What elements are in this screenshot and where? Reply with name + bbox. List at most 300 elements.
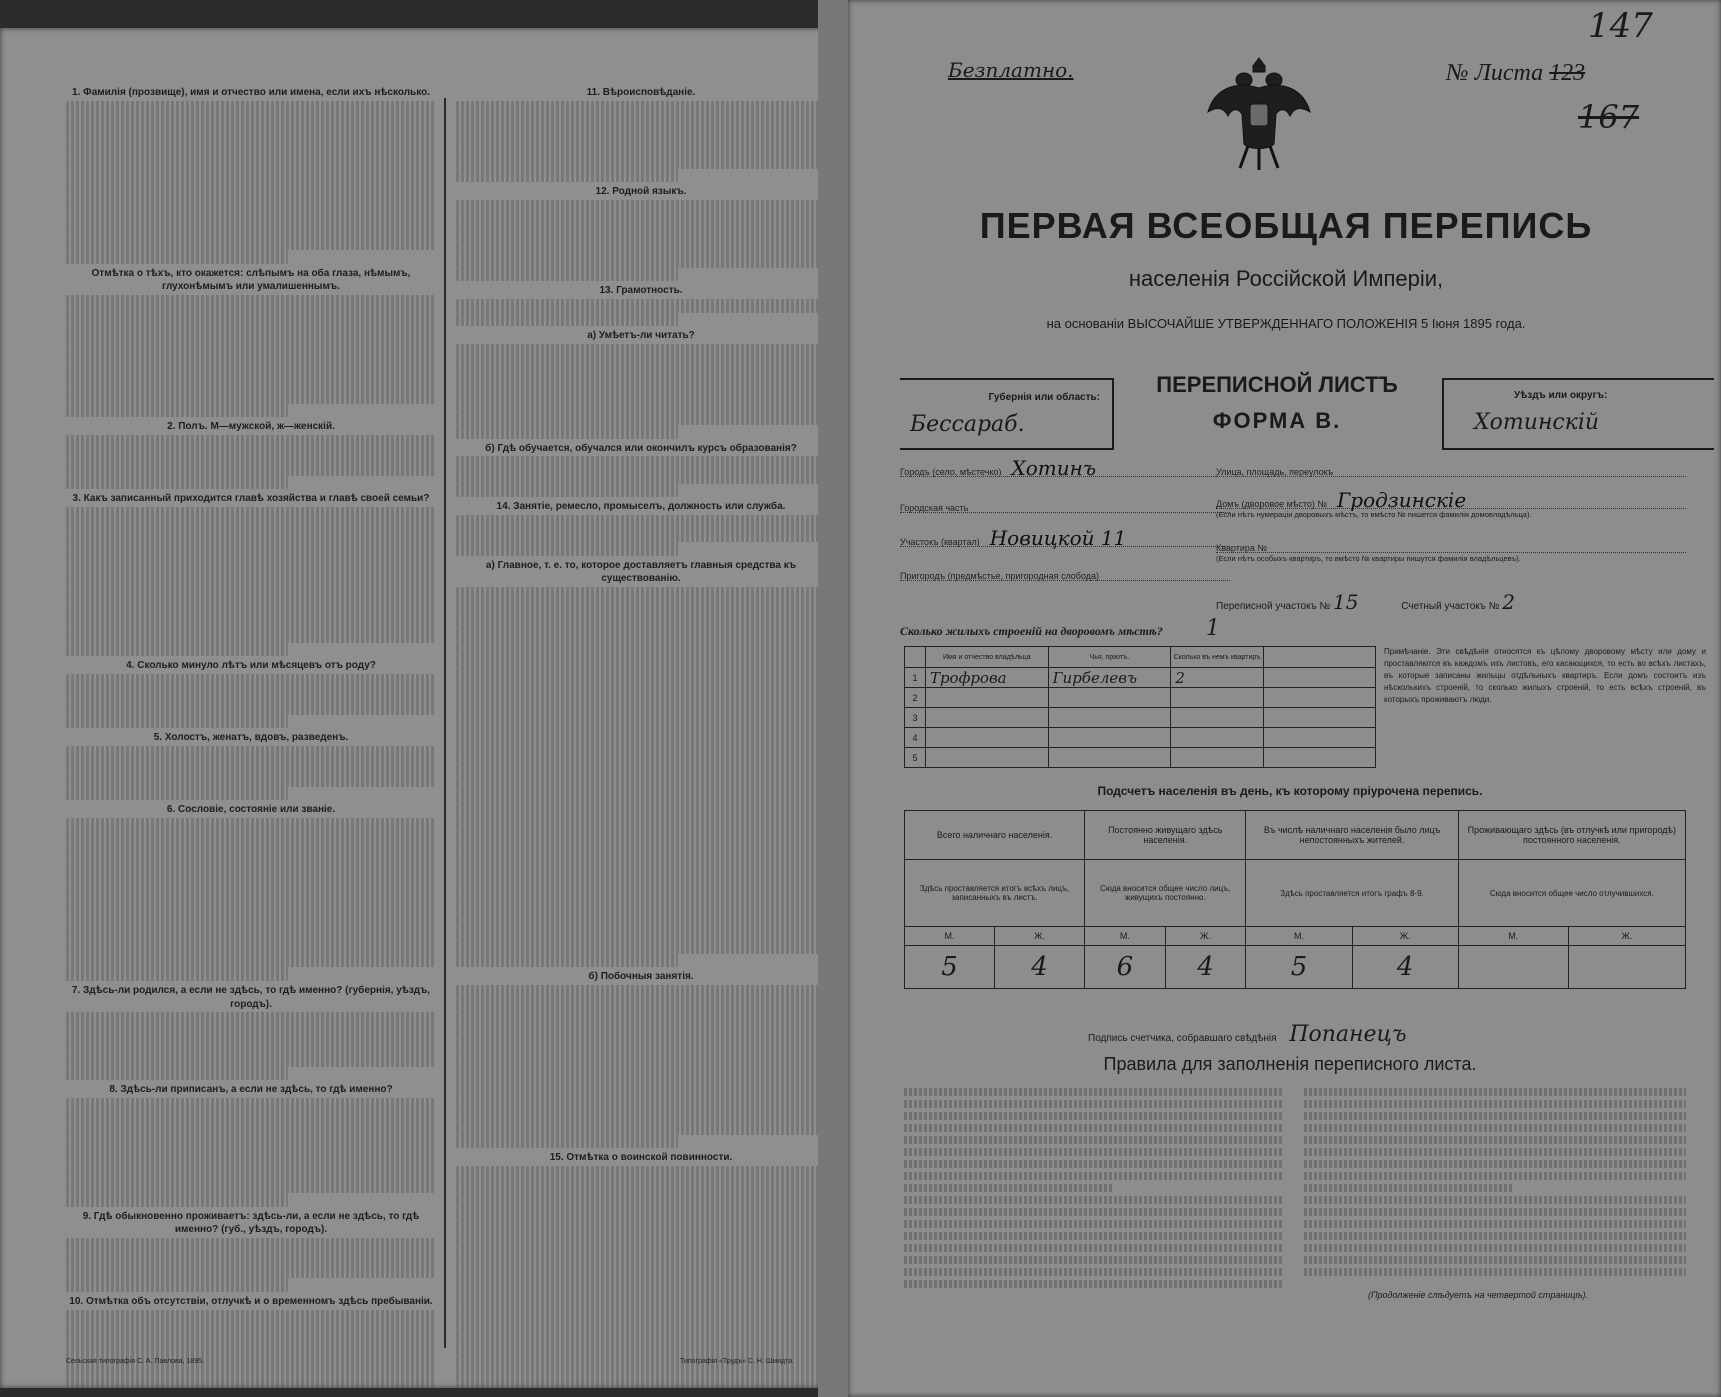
- fine-print-line: [456, 470, 826, 484]
- rules-fine-print-line: [904, 1124, 1284, 1132]
- fine-print-line: [66, 295, 436, 309]
- fine-print-line: [456, 200, 826, 214]
- fine-print-line: [456, 831, 826, 845]
- fine-print-line: [66, 1278, 288, 1292]
- fine-print-line: [66, 114, 436, 128]
- buildings-cell: [1171, 688, 1263, 708]
- fine-print-line: [66, 1111, 436, 1125]
- buildings-cell: 2: [1171, 668, 1263, 688]
- form-title: ПЕРЕПИСНОЙ ЛИСТЪ: [1156, 372, 1398, 397]
- fine-print-line: [456, 1383, 826, 1388]
- rules-fine-print-line: [904, 1172, 1284, 1180]
- fine-print-line: [66, 688, 436, 702]
- fine-print-line: [66, 435, 436, 449]
- buildings-cell: [1263, 708, 1375, 728]
- fine-print-line: [66, 182, 436, 196]
- fine-print-line: [66, 1378, 436, 1388]
- count-value: 4: [995, 946, 1085, 989]
- rules-fine-print-line: [904, 1268, 1284, 1276]
- count-value: [1568, 946, 1685, 989]
- fine-print-line: [66, 349, 436, 363]
- instructions-column-1: [66, 83, 436, 1388]
- suburb-label: Пригородъ (предмѣстье, пригородная слобода): [900, 571, 1100, 581]
- buildings-cell: Гирбелевъ: [1048, 668, 1171, 688]
- fine-print-line: [456, 899, 826, 913]
- fine-print-line: [456, 484, 678, 498]
- column-divider: [444, 98, 446, 1348]
- fine-print-line: [66, 760, 436, 774]
- fine-print-line: [456, 1107, 826, 1121]
- fine-print-line: [456, 1329, 826, 1343]
- fine-print-line: [456, 859, 826, 873]
- fine-print-line: [456, 515, 826, 529]
- census-subtitle: населенія Россійской Имперіи,: [1128, 266, 1444, 291]
- fine-print-line: [456, 1121, 826, 1135]
- fine-print-line: [456, 1012, 826, 1026]
- fine-print-line: [66, 715, 288, 729]
- fine-print-line: [456, 344, 826, 358]
- fine-print-line: [456, 456, 826, 470]
- rules-fine-print-line: [904, 1088, 1284, 1096]
- rules-fine-print-line: [1304, 1124, 1686, 1132]
- rules-fine-print-line: [1304, 1100, 1686, 1108]
- fine-print-line: [66, 773, 436, 787]
- fine-print-line: [456, 1207, 826, 1221]
- fine-print-line: [66, 561, 436, 575]
- rules-fine-print-line: [1304, 1208, 1686, 1216]
- col1-section-title: 4. Сколько минуло лѣтъ или мѣсяцевъ отъ роду?: [126, 660, 376, 672]
- col2-section-title: а) Главное, т. е. то, которое доставляетъ главныя средства къ существованію.: [485, 559, 797, 585]
- sex-label: Ж.: [1165, 927, 1246, 946]
- count-value: [1458, 946, 1568, 989]
- fine-print-line: [66, 1026, 436, 1040]
- province-label: Губернія или область:: [988, 392, 1100, 403]
- fine-print-line: [66, 1152, 436, 1166]
- buildings-cell: Трофрова: [925, 668, 1048, 688]
- rules-fine-print-line: [1304, 1244, 1686, 1252]
- town-label: Городъ (село, мѣстечко): [900, 467, 1002, 477]
- sex-label: М.: [1246, 927, 1352, 946]
- fine-print-line: [456, 155, 826, 169]
- census-district: [1216, 590, 1515, 614]
- city-part-label: Городская часть: [900, 503, 969, 513]
- town-value: Хотинъ: [1011, 456, 1097, 480]
- printer-imprint: Сельская типографія С. А. Павлова, 1895.: [66, 1358, 204, 1365]
- fine-print-line: [456, 1179, 826, 1193]
- fine-print-line: [66, 588, 436, 602]
- rules-fine-print-line: [1304, 1184, 1514, 1192]
- fine-print-line: [456, 254, 826, 268]
- buildings-table-header: [905, 647, 1376, 668]
- fine-print-line: [456, 528, 826, 542]
- legal-basis: на основаніи ВЫСОЧАЙШЕ УТВЕРЖДЕННАГО ПОЛОЖЕНІЯ 5 Іюня 1895 года.: [1046, 316, 1526, 331]
- suburb-field: [900, 560, 1230, 581]
- signature-label: Подпись счетчика, собравшаго свѣдѣнія: [1088, 1033, 1277, 1044]
- buildings-cell: [925, 688, 1048, 708]
- rules-fine-print-line: [1304, 1220, 1686, 1228]
- buildings-header-cell: [1263, 647, 1375, 668]
- col2-section-title: б) Побочныя занятія.: [588, 971, 694, 983]
- fine-print-line: [456, 764, 826, 778]
- buildings-cell: [1048, 748, 1171, 768]
- fine-print-line: [456, 641, 826, 655]
- fine-print-line: [66, 1323, 436, 1337]
- province-box: [900, 378, 1114, 450]
- fine-print-line: [66, 674, 436, 688]
- count-column-header: Въ числѣ наличнаго населенія было лицъ непостоянныхъ жителей.: [1246, 811, 1458, 860]
- buildings-cell: [1263, 748, 1375, 768]
- fine-print-line: [66, 1238, 436, 1252]
- fine-print-line: [456, 1039, 826, 1053]
- fine-print-line: [66, 818, 436, 832]
- buildings-cell: 5: [905, 748, 926, 768]
- count-column-header: Всего наличнаго населенія.: [905, 811, 1085, 860]
- col1-section-title: Отмѣтка о тѣхъ, кто окажется: слѣпымъ на оба глаза, нѣмымъ, глухонѣмымъ или умалишеннымъ.: [91, 267, 411, 293]
- fine-print-line: [66, 376, 436, 390]
- fine-print-line: [456, 954, 678, 968]
- fine-print-line: [456, 940, 826, 954]
- col2-section-title: 11. Вѣроисповѣданіе.: [586, 87, 696, 98]
- fine-print-line: [456, 845, 826, 859]
- fine-print-line: [456, 1220, 826, 1234]
- precinct-value: Новицкой 11: [989, 526, 1127, 550]
- house-field: [1216, 488, 1686, 512]
- count-column-header: Постоянно живущаго здѣсь населенія.: [1085, 811, 1246, 860]
- fine-print-line: [456, 999, 826, 1013]
- fine-print-line: [456, 398, 826, 412]
- fine-print-line: [66, 196, 436, 210]
- fine-print-line: [456, 141, 826, 155]
- rules-fine-print-line: [1304, 1256, 1686, 1264]
- count-column-description: Сюда вносится общее число отлучившихся.: [1458, 860, 1685, 927]
- fine-print-line: [66, 1166, 436, 1180]
- fine-print-line: [66, 101, 436, 115]
- count-header-row: [905, 811, 1686, 860]
- buildings-table-body: [905, 668, 1376, 768]
- sex-label: М.: [1458, 927, 1568, 946]
- sex-label: М.: [1085, 927, 1166, 946]
- rules-fine-print-line: [904, 1232, 1284, 1240]
- fine-print-line: [456, 777, 826, 791]
- rules-fine-print-line: [1304, 1148, 1686, 1156]
- buildings-header-cell: Сколько въ немъ квартиръ: [1171, 647, 1263, 668]
- fine-print-line: [456, 169, 678, 183]
- fine-print-line: [66, 831, 436, 845]
- fine-print-line: [456, 600, 826, 614]
- buildings-row: [905, 728, 1376, 748]
- signature-value: Попанецъ: [1289, 1022, 1407, 1047]
- fine-print-line: [66, 1179, 436, 1193]
- fine-print-line: [456, 371, 826, 385]
- house-label: Домъ (дворовое мѣсто) №: [1216, 499, 1328, 509]
- fine-print-line: [456, 682, 826, 696]
- col1-section-title: 3. Какъ записанный приходится главѣ хозяйства и главѣ своей семьи?: [72, 493, 430, 505]
- buildings-header-cell: Чья, пріютъ.: [1048, 647, 1171, 668]
- col1-section-title: 9. Гдѣ обыкновенно проживаетъ: здѣсь-ли, а если не здѣсь, то гдѣ именно? (губ., уѣздъ, городъ).: [82, 1210, 420, 1236]
- count-sex-row: [905, 927, 1686, 946]
- street-field: [1216, 456, 1686, 477]
- buildings-label: Сколько жилыхъ строеній на дворовомъ мѣстѣ?: [900, 624, 1163, 638]
- rules-fine-print-line: [904, 1208, 1284, 1216]
- fine-print-line: [66, 322, 436, 336]
- buildings-cell: 2: [905, 688, 926, 708]
- fine-print-line: [66, 141, 436, 155]
- rules-fine-print-line: [904, 1148, 1284, 1156]
- census-form-page: [848, 0, 1721, 1397]
- fine-print-line: [456, 425, 678, 439]
- census-title: ПЕРВАЯ ВСЕОБЩАЯ ПЕРЕПИСЬ: [979, 205, 1593, 246]
- rules-fine-print-line: [1304, 1088, 1686, 1096]
- form-letter: ФОРМА В.: [1212, 408, 1342, 433]
- rules-fine-print-line: [904, 1112, 1284, 1120]
- fine-print-line: [456, 1080, 826, 1094]
- fine-print-line: [66, 404, 288, 418]
- fine-print-line: [456, 1274, 826, 1288]
- population-count-title: Подсчетъ населенія въ день, къ которому пріурочена перепись.: [1097, 784, 1483, 798]
- count-column-description: Здѣсь проставляется итогъ графъ 8-9.: [1246, 860, 1458, 927]
- col2-section-title: 15. Отмѣтка о воинской повинности.: [549, 1152, 733, 1164]
- fine-print-line: [456, 542, 678, 556]
- fine-print-line: [66, 237, 436, 251]
- left-page: [0, 28, 840, 1388]
- fine-print-line: [66, 128, 436, 142]
- fine-print-line: [66, 899, 436, 913]
- rules-fine-print-line: [1304, 1172, 1686, 1180]
- col1-section-title: 6. Сословіе, состояніе или званіе.: [166, 804, 336, 816]
- fine-print-line: [456, 696, 826, 710]
- fine-print-line: [66, 1251, 436, 1265]
- count-value: 4: [1352, 946, 1458, 989]
- fine-print-line: [456, 750, 826, 764]
- fine-print-line: [456, 1288, 826, 1302]
- count-value: 4: [1165, 946, 1246, 989]
- fine-print-line: [456, 913, 826, 927]
- rules-fine-print-line: [904, 1280, 1284, 1288]
- instructions-column-2: [456, 83, 826, 1388]
- rules-fine-print-line: [1304, 1268, 1686, 1276]
- rules-fine-print-line: [904, 1136, 1284, 1144]
- fine-print-line: [456, 227, 826, 241]
- rules-fine-print-line: [1304, 1136, 1686, 1144]
- buildings-question: [900, 616, 1220, 641]
- col2-section-title: 12. Родной языкъ.: [595, 186, 687, 198]
- flat-label: Квартира №: [1216, 543, 1268, 553]
- fine-print-line: [456, 614, 826, 628]
- buildings-table: [904, 646, 1376, 768]
- fine-print-line: [456, 1302, 826, 1316]
- city-part-field: [900, 492, 1230, 513]
- fine-print-line: [66, 448, 436, 462]
- signature-line: [1088, 1022, 1407, 1047]
- census-district-value: 15: [1333, 590, 1359, 614]
- fine-print-line: [66, 1364, 436, 1378]
- fine-print-line: [456, 412, 826, 426]
- fine-print-line: [66, 643, 288, 657]
- rules-fine-print-line: [1304, 1232, 1686, 1240]
- col2-section-title: 13. Грамотность.: [599, 285, 683, 297]
- fine-print-line: [456, 818, 826, 832]
- col1-section-title: 7. Здѣсь-ли родился, а если не здѣсь, то гдѣ именно? (губернія, уѣздъ, городъ).: [71, 985, 431, 1010]
- fine-print-line: [456, 791, 826, 805]
- fine-print-line: [456, 985, 826, 999]
- flat-note: (Если нѣтъ особыхъ квартиръ, то вмѣсто № квартиры пишутся фамилія владѣльцевъ).: [1216, 554, 1521, 563]
- flat-field: [1216, 532, 1686, 553]
- count-column-description: Здѣсь проставляется итогъ всѣхъ лицъ, записанныхъ въ листъ.: [905, 860, 1085, 927]
- rules-fine-print-line: [1304, 1196, 1686, 1204]
- rules-fine-print-line: [904, 1256, 1284, 1264]
- sex-label: Ж.: [995, 927, 1085, 946]
- fine-print-line: [456, 1261, 826, 1275]
- fine-print-line: [456, 313, 678, 327]
- precinct-field: [900, 526, 1230, 550]
- fine-print-line: [66, 1337, 436, 1351]
- fine-print-line: [456, 872, 826, 886]
- fine-print-line: [66, 913, 436, 927]
- fine-print-line: [456, 241, 826, 255]
- house-note: (Если нѣтъ нумераціи дворовыхъ мѣстъ, то вмѣсто № пишется фамилія домовладѣльца).: [1216, 510, 1532, 519]
- fine-print-line: [66, 845, 436, 859]
- col1-section-title: 5. Холостъ, женатъ, вдовъ, разведенъ.: [153, 732, 349, 744]
- sex-label: Ж.: [1352, 927, 1458, 946]
- fine-print-line: [66, 169, 436, 183]
- fine-print-line: [456, 1053, 826, 1067]
- fine-print-line: [456, 723, 826, 737]
- house-value: Гродзинскіе: [1337, 488, 1467, 512]
- printer-imprint-right: Типографія «Трудъ» С. Н. Шмидта.: [680, 1358, 795, 1365]
- sheet-number: [1446, 60, 1585, 87]
- fine-print-line: [456, 299, 826, 313]
- sex-label: Ж.: [1568, 927, 1685, 946]
- fine-print-line: [66, 1039, 436, 1053]
- buildings-cell: 3: [905, 708, 926, 728]
- street-label: Улица, площадь, переулокъ: [1216, 467, 1334, 477]
- buildings-cell: [925, 708, 1048, 728]
- buildings-row: [905, 708, 1376, 728]
- buildings-cell: 4: [905, 728, 926, 748]
- sex-label: М.: [905, 927, 995, 946]
- town-field: [900, 456, 1230, 480]
- fine-print-line: [456, 213, 826, 227]
- buildings-header-cell: [905, 647, 926, 668]
- fine-print-line: [456, 1067, 826, 1081]
- district-label: Уѣздъ или округъ:: [1514, 390, 1608, 401]
- rules-fine-print-line: [904, 1160, 1284, 1168]
- rules-fine-print-line: [904, 1244, 1284, 1252]
- fine-print-line: [66, 1310, 436, 1324]
- sheet-number-label: № Листа: [1446, 60, 1544, 86]
- fine-print-line: [66, 309, 436, 323]
- fine-print-line: [66, 1139, 436, 1153]
- buildings-cell: [1048, 708, 1171, 728]
- fine-print-line: [456, 384, 826, 398]
- fine-print-line: [66, 476, 288, 490]
- count-value: 5: [905, 946, 995, 989]
- fine-print-line: [66, 155, 436, 169]
- fine-print-line: [456, 101, 826, 115]
- province-value: Бессараб.: [910, 412, 1025, 437]
- fine-print-line: [66, 548, 436, 562]
- count-column-header: Проживающаго здѣсь (въ отлучкѣ или пригородѣ) постоянного населенія.: [1458, 811, 1685, 860]
- fine-print-line: [456, 886, 826, 900]
- fine-print-line: [66, 575, 436, 589]
- buildings-header-cell: Имя и отчество владѣльца: [925, 647, 1048, 668]
- fine-print-line: [456, 114, 826, 128]
- count-values-row: [905, 946, 1686, 989]
- fine-print-line: [66, 363, 436, 377]
- fine-print-line: [66, 927, 436, 941]
- buildings-value: 1: [1205, 616, 1220, 641]
- fine-print-line: [456, 736, 826, 750]
- district-box: [1442, 378, 1714, 450]
- count-column-description: Сюда вносится общее число лицъ, живущихъ постоянно.: [1085, 860, 1246, 927]
- fine-print-line: [66, 390, 436, 404]
- fine-print-line: [66, 1098, 436, 1112]
- archive-number-crossed: 167: [1578, 98, 1640, 136]
- fine-print-line: [456, 628, 826, 642]
- count-value: 5: [1246, 946, 1352, 989]
- fine-print-line: [456, 927, 826, 941]
- rules-fine-print-line: [904, 1184, 1113, 1192]
- census-district-label: Переписной участокъ №: [1216, 601, 1331, 612]
- fine-print-line: [66, 629, 436, 643]
- population-count-table: [904, 810, 1686, 989]
- count-value: 6: [1085, 946, 1166, 989]
- fine-print-line: [456, 1166, 826, 1180]
- fine-print-line: [456, 1135, 678, 1149]
- fine-print-line: [66, 462, 436, 476]
- col1-section-title: 10. Отмѣтка объ отсутствіи, отлучкѣ и о временномъ здѣсь пребываніи.: [69, 1296, 433, 1308]
- buildings-note: Примѣчаніе. Эти свѣдѣнія относятся къ цѣлому дворовому мѣсту или дому и проставляются въ каждомъ изъ листовъ, его касающихся, то есть во всѣхъ листахъ, въ которые записаны жильцы отдѣльныхъ квартиръ. Если домъ состоитъ изъ нѣсколькихъ строеній, то сколько жилыхъ строеній, то есть всѣхъ строеній, въ которыхъ проживаютъ люди.: [1384, 647, 1706, 704]
- fine-print-line: [66, 872, 436, 886]
- fine-print-line: [66, 787, 288, 801]
- fine-print-line: [66, 967, 288, 981]
- district-value: Хотинскій: [1474, 410, 1600, 435]
- fine-print-line: [66, 886, 436, 900]
- buildings-row: [905, 748, 1376, 768]
- fine-print-line: [456, 1370, 826, 1384]
- counter-district-value: 2: [1502, 590, 1515, 614]
- rules-column-2: [1304, 1088, 1686, 1288]
- buildings-cell: [1171, 748, 1263, 768]
- fine-print-line: [456, 357, 826, 371]
- rules-fine-print-line: [904, 1196, 1284, 1204]
- fine-print-line: [456, 668, 826, 682]
- rules-fine-print-line: [904, 1220, 1284, 1228]
- buildings-cell: [1171, 708, 1263, 728]
- count-description-row: [905, 860, 1686, 927]
- fine-print-line: [66, 534, 436, 548]
- fine-print-line: [456, 804, 826, 818]
- sheet-number-value: 123: [1549, 60, 1586, 86]
- fine-print-line: [66, 1012, 436, 1026]
- fine-print-line: [66, 940, 436, 954]
- buildings-cell: [1048, 688, 1171, 708]
- fine-print-line: [66, 250, 288, 264]
- fine-print-line: [456, 1234, 826, 1248]
- buildings-cell: 1: [905, 668, 926, 688]
- buildings-cell: [925, 748, 1048, 768]
- fine-print-line: [456, 1315, 826, 1329]
- buildings-row: [905, 668, 1376, 688]
- fine-print-line: [456, 1193, 826, 1207]
- col1-section-title: 8. Здѣсь-ли приписанъ, а если не здѣсь, то гдѣ именно?: [109, 1084, 393, 1096]
- fine-print-line: [66, 1053, 436, 1067]
- fine-print-line: [456, 268, 678, 282]
- imperial-eagle-emblem: [1204, 50, 1314, 175]
- fine-print-line: [456, 655, 826, 669]
- fine-print-line: [66, 1125, 436, 1139]
- buildings-row: [905, 688, 1376, 708]
